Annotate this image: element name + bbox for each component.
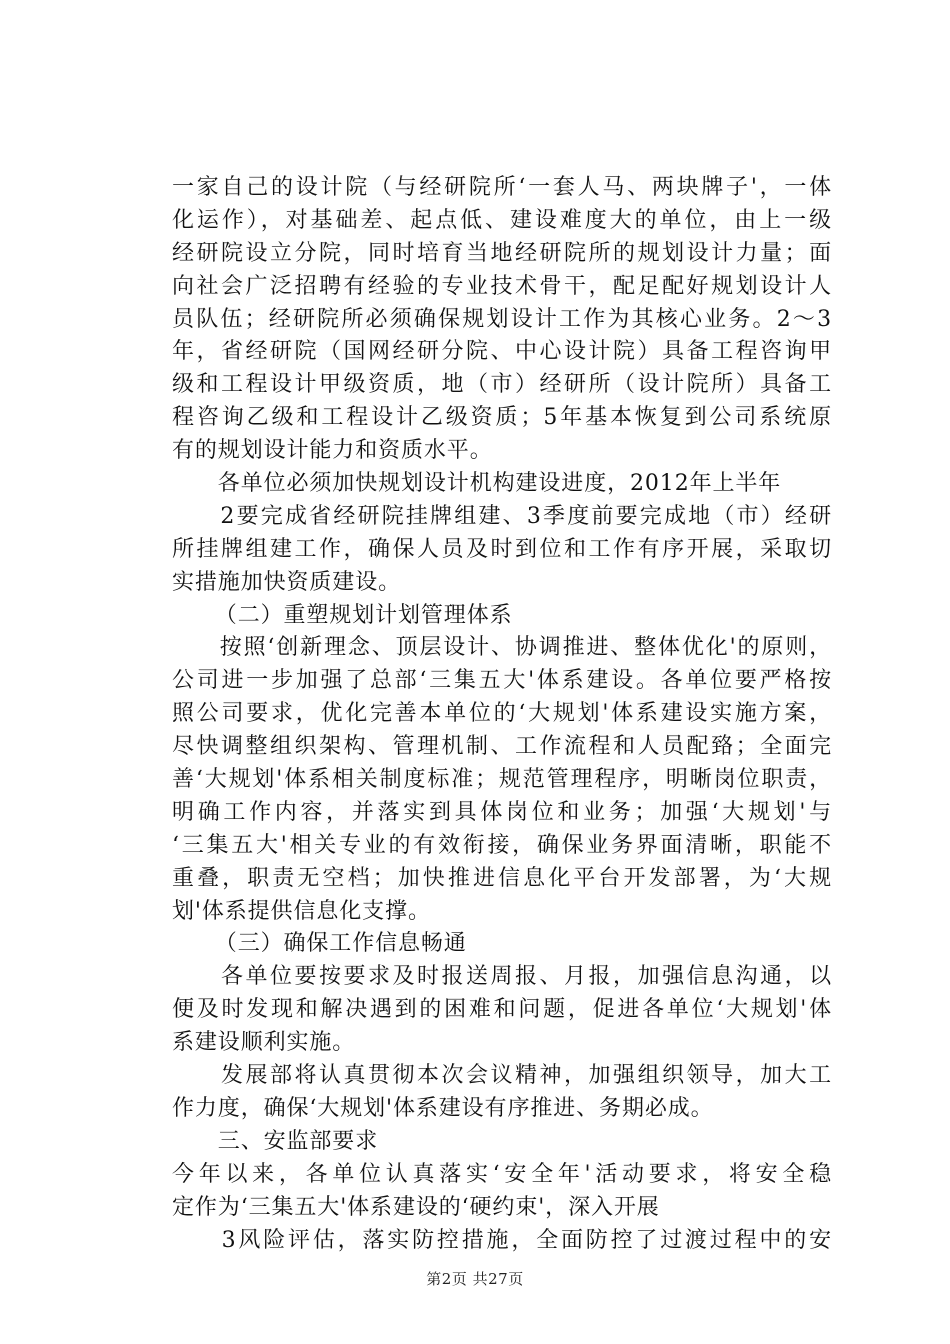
text-line: 经研院设立分院，同时培育当地经研院所的规划设计力量；面 [172, 240, 832, 266]
text-line: 系建设顺利实施。 [172, 1030, 356, 1056]
text-line: 划'体系提供信息化支撑。 [172, 898, 431, 924]
text-line: 有的规划设计能力和资质水平。 [172, 438, 493, 464]
text-line: 明确工作内容，并落实到具体岗位和业务；加强‘大规划'与 [172, 799, 832, 825]
document-body [172, 172, 832, 1257]
section-heading: （二）重塑规划计划管理体系 [180, 602, 513, 628]
text-line: 定作为‘三集五大'体系建设的‘硬约束'，深入开展 [172, 1194, 660, 1220]
section-heading: （三）确保工作信息畅通 [180, 931, 467, 957]
text-line: 年，省经研院（国网经研分院、中心设计院）具备工程咨询甲 [172, 339, 832, 365]
text-line: ‘三集五大'相关专业的有效衔接，确保业务界面清晰，职能不 [172, 832, 832, 858]
text-line: 3风险评估，落实防控措施，全面防控了过渡过程中的安 [172, 1227, 832, 1253]
text-line: 程咨询乙级和工程设计乙级资质；5年基本恢复到公司系统原 [172, 405, 832, 431]
text-line: 重叠，职责无空档；加快推进信息化平台开发部署，为‘大规 [172, 865, 832, 891]
text-line: 尽快调整组织架构、管理机制、工作流程和人员配臵；全面完 [172, 734, 832, 760]
text-line: 照公司要求，优化完善本单位的‘大规划'体系建设实施方案， [172, 701, 832, 727]
text-line: 一家自己的设计院（与经研院所‘一套人马、两块牌子'，一体 [172, 175, 832, 200]
text-line: 各单位必须加快规划设计机构建设进度，2012年上半年 [172, 471, 782, 497]
text-line: 各单位要按要求及时报送周报、月报，加强信息沟通，以 [172, 964, 832, 990]
text-line: 2要完成省经研院挂牌组建、3季度前要完成地（市）经研 [172, 503, 832, 529]
section-heading: 三、安监部要求 [172, 1128, 379, 1154]
text-line: 今年以来，各单位认真落实‘安全年'活动要求，将安全稳 [172, 1161, 832, 1187]
text-line: 所挂牌组建工作，确保人员及时到位和工作有序开展，采取切 [172, 536, 832, 562]
text-line: 便及时发现和解决遇到的困难和问题，促进各单位‘大规划'体 [172, 997, 832, 1023]
text-line: 实措施加快资质建设。 [172, 569, 402, 595]
page-number-footer: 第2页 共27页 [426, 1270, 524, 1288]
text-line: 作力度，确保‘大规划'体系建设有序推进、务期必成。 [172, 1095, 714, 1121]
text-line: 按照‘创新理念、顶层设计、协调推进、整体优化'的原则， [172, 635, 832, 661]
text-line: 发展部将认真贯彻本次会议精神，加强组织领导，加大工 [172, 1063, 832, 1089]
text-line: 公司进一步加强了总部‘三集五大'体系建设。各单位要严格按 [172, 668, 832, 694]
text-line: 员队伍；经研院所必须确保规划设计工作为其核心业务。2～3 [172, 306, 832, 332]
text-line: 向社会广泛招聘有经验的专业技术骨干，配足配好规划设计人 [172, 273, 832, 299]
text-line: 善‘大规划'体系相关制度标准；规范管理程序，明晰岗位职责， [172, 767, 832, 793]
text-line: 级和工程设计甲级资质，地（市）经研所（设计院所）具备工 [172, 372, 832, 398]
text-line: 化运作），对基础差、起点低、建设难度大的单位，由上一级 [172, 207, 832, 233]
